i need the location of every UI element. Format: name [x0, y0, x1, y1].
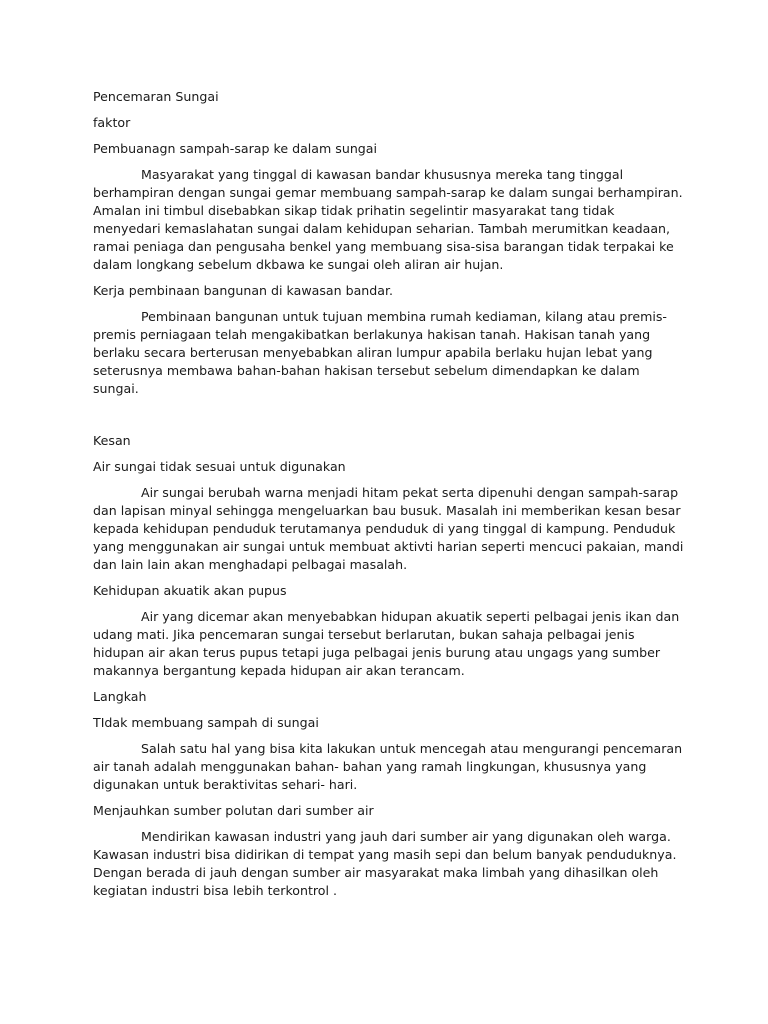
langkah-1-paragraph: Salah satu hal yang bisa kita lakukan untuk mencegah atau mengurangi pencemaran air tanah adalah menggunakan bahan- bahan yang ramah lingkungan, khususnya yang digunakan untuk beraktivitas sehari- hari. — [93, 741, 683, 792]
document-body — [93, 88, 685, 908]
kesan-1-heading: Air sungai tidak sesuai untuk digunakan — [93, 459, 346, 474]
langkah-1-heading: TIdak membuang sampah di sungai — [93, 715, 319, 730]
kesan-2-paragraph: Air yang dicemar akan menyebabkan hidupan akuatik seperti pelbagai jenis ikan dan udang mati. Jika pencemaran sungai tersebut berlarutan, bukan sahaja pelbagai jenis hidupan air akan terus pupus tetapi juga pelbagai jenis burung atau ungags yang sumber makannya bergantung kepada hidupan air akan terancam. — [93, 609, 680, 678]
faktor-1-paragraph: Masyarakat yang tinggal di kawasan bandar khususnya mereka tang tinggal berhampiran dengan sungai gemar membuang sampah-sarap ke dalam sungai berhampiran. Amalan ini timbul disebabkan sikap tidak prihatin segelintir masyarakat tang tidak menyedari kemaslahatan sungai dalam kehidupan seharian. Tambah merumitkan keadaan, ramai peniaga dan pengusaha benkel yang membuang sisa-sisa barangan tidak terpakai ke dalam longkang sebelum dkbawa ke sungai oleh aliran air hujan. — [93, 167, 683, 272]
kesan-1-paragraph: Air sungai berubah warna menjadi hitam pekat serta dipenuhi dengan sampah-sarap dan lapisan minyal sehingga mengeluarkan bau busuk. Masalah ini memberikan kesan besar kepada kehidupan penduduk terutamanya penduduk di yang tinggal di kampung. Penduduk yang menggunakan air sungai untuk membuat aktivti harian seperti mencuci pakaian, mandi dan lain lain akan menghadapi pelbagai masalah. — [93, 485, 684, 572]
langkah-2-paragraph: Mendirikan kawasan industri yang jauh dari sumber air yang digunakan oleh warga. Kawasan industri bisa didirikan di tempat yang masih sepi dan belum banyak penduduknya. Dengan berada di jauh dengan sumber air masyarakat maka limbah yang dihasilkan oleh kegiatan industri bisa lebih terkontrol . — [93, 829, 677, 898]
kesan-2-heading: Kehidupan akuatik akan pupus — [93, 583, 287, 598]
section-heading-kesan: Kesan — [93, 433, 131, 448]
section-spacer — [93, 406, 685, 432]
faktor-2-paragraph: Pembinaan bangunan untuk tujuan membina rumah kediaman, kilang atau premis-premis perniagaan telah mengakibatkan berlakunya hakisan tanah. Hakisan tanah yang berlaku secara berterusan menyebabkan aliran lumpur apabila berlaku hujan lebat yang seterusnya membawa bahan-bahan hakisan tersebut sebelum dimendapkan ke dalam sungai. — [93, 309, 667, 396]
faktor-2-heading: Kerja pembinaan bangunan di kawasan bandar. — [93, 283, 394, 298]
section-heading-faktor: faktor — [93, 115, 131, 130]
document-title: Pencemaran Sungai — [93, 89, 219, 104]
langkah-2-heading: Menjauhkan sumber polutan dari sumber air — [93, 803, 374, 818]
faktor-1-heading: Pembuanagn sampah-sarap ke dalam sungai — [93, 141, 378, 156]
section-heading-langkah: Langkah — [93, 689, 147, 704]
